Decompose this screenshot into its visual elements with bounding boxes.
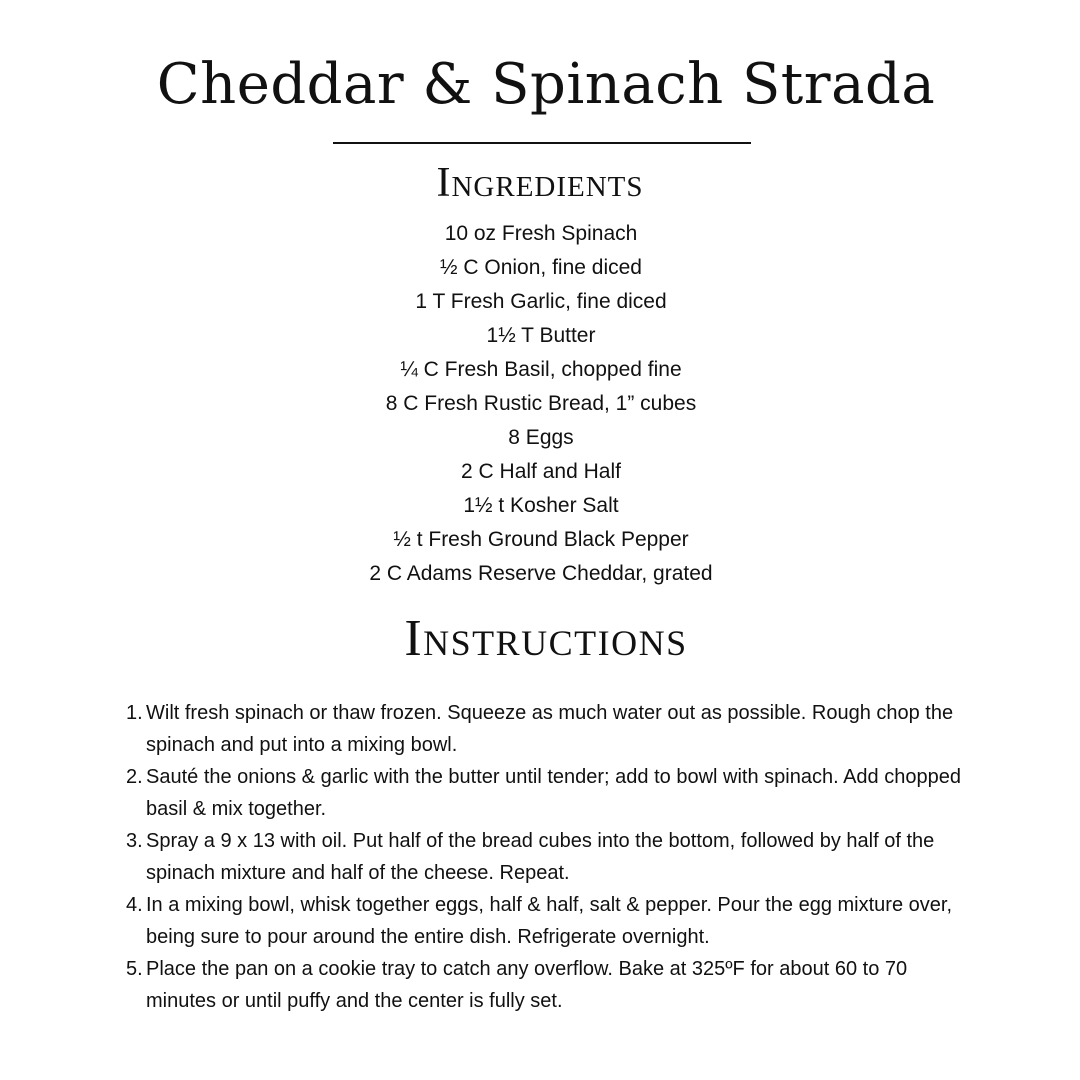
instruction-step bbox=[126, 889, 976, 953]
ingredient-item: ¼ C Fresh Basil, chopped fine bbox=[400, 358, 682, 381]
step-text: Wilt fresh spinach or thaw frozen. Squeeze as much water out as possible. Rough chop the spinach and put into a mixing bowl. bbox=[146, 702, 954, 756]
ingredient-item: 1 T Fresh Garlic, fine diced bbox=[415, 290, 667, 313]
step-number: 3. bbox=[126, 830, 143, 852]
instructions-list bbox=[126, 697, 976, 1017]
ingredients-heading: Ingredients bbox=[436, 160, 644, 206]
instructions-heading: Instructions bbox=[404, 610, 688, 667]
step-text: In a mixing bowl, whisk together eggs, half & half, salt & pepper. Pour the egg mixture over, being sure to pour around the entire dish. Refrigerate overnight. bbox=[146, 894, 952, 948]
ingredient-item: 10 oz Fresh Spinach bbox=[444, 222, 638, 245]
ingredient-item: ½ t Fresh Ground Black Pepper bbox=[393, 528, 689, 551]
step-number: 4. bbox=[126, 894, 143, 916]
ingredient-item: 8 C Fresh Rustic Bread, 1” cubes bbox=[385, 392, 697, 415]
ingredient-item: 1½ t Kosher Salt bbox=[463, 494, 619, 517]
step-number: 5. bbox=[126, 958, 143, 980]
ingredient-item: 8 Eggs bbox=[508, 426, 574, 449]
step-text: Place the pan on a cookie tray to catch any overflow. Bake at 325ºF for about 60 to 70 minutes or until puffy and the center is fully set. bbox=[146, 958, 908, 1012]
ingredients-list bbox=[0, 217, 1080, 591]
instruction-step bbox=[126, 953, 976, 1017]
recipe-title: Cheddar & Spinach Strada bbox=[156, 52, 936, 117]
instruction-step bbox=[126, 825, 976, 889]
ingredient-item: 2 C Adams Reserve Cheddar, grated bbox=[369, 562, 713, 585]
ingredient-item: ½ C Onion, fine diced bbox=[440, 256, 642, 279]
ingredient-item: 2 C Half and Half bbox=[461, 460, 621, 483]
instruction-step bbox=[126, 697, 976, 761]
ingredient-item: 1½ T Butter bbox=[486, 324, 596, 347]
instruction-step bbox=[126, 761, 976, 825]
step-text: Sauté the onions & garlic with the butter until tender; add to bowl with spinach. Add chopped basil & mix together. bbox=[146, 766, 961, 820]
step-number: 1. bbox=[126, 702, 143, 724]
step-number: 2. bbox=[126, 766, 143, 788]
step-text: Spray a 9 x 13 with oil. Put half of the bread cubes into the bottom, followed by half of the spinach mixture and half of the cheese. Repeat. bbox=[146, 830, 935, 884]
title-divider bbox=[333, 142, 751, 144]
